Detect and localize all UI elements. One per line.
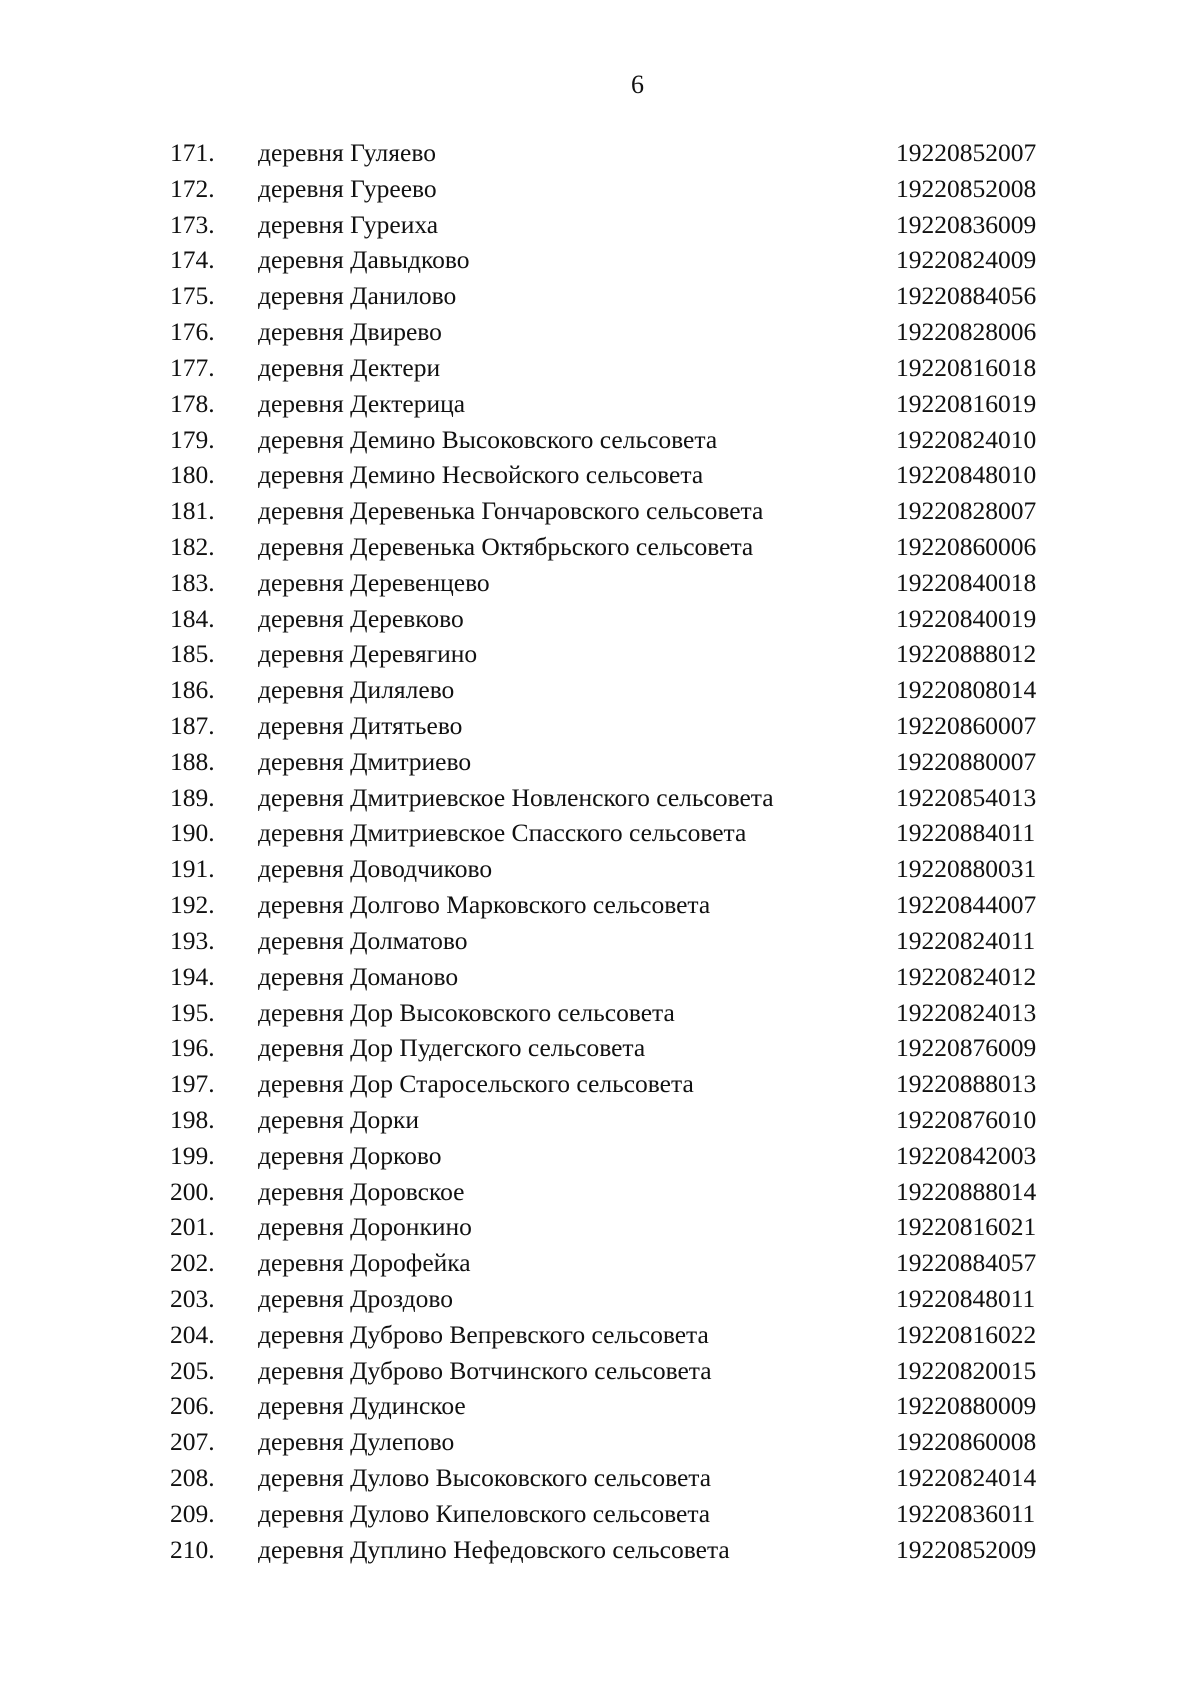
settlement-name: деревня Дуброво Вотчинского сельсовета [258,1355,712,1385]
row-number: 210. [170,1534,215,1564]
list-item [0,709,1200,745]
oktmo-code: 19220860008 [896,1427,1037,1457]
settlement-name: деревня Деревково [258,603,464,633]
row-number: 176. [170,317,215,347]
list-item [0,781,1200,817]
row-number: 208. [170,1463,215,1493]
list-item [0,530,1200,566]
settlement-name: деревня Доронкино [258,1212,472,1242]
oktmo-code: 19220824010 [896,424,1037,454]
list-item [0,1533,1200,1569]
settlement-name: деревня Дмитриевское Новленского сельсовета [258,782,774,812]
list-item [0,208,1200,244]
row-number: 197. [170,1069,215,1099]
row-number: 188. [170,746,215,776]
list-item [0,387,1200,423]
list-item [0,494,1200,530]
row-number: 202. [170,1248,215,1278]
settlement-name: деревня Гуляево [258,138,436,167]
oktmo-code: 19220820015 [896,1355,1037,1385]
settlement-name: деревня Доманово [258,961,459,991]
oktmo-code: 19220888014 [896,1176,1037,1206]
row-number: 181. [170,496,215,526]
settlement-name: деревня Дектери [258,352,441,382]
settlement-name: деревня Данилово [258,281,457,311]
list-item [0,566,1200,602]
list-item [0,1246,1200,1282]
row-number: 196. [170,1033,215,1063]
row-number: 185. [170,639,215,669]
settlement-name: деревня Дитятьево [258,711,463,740]
oktmo-code: 19220824014 [896,1463,1037,1493]
oktmo-code: 19220852009 [896,1534,1037,1564]
oktmo-code: 19220884057 [896,1248,1037,1278]
list-item [0,1175,1200,1211]
settlement-name: деревня Деревягино [258,639,478,669]
settlement-name: деревня Двирево [258,317,442,347]
settlement-name: деревня Доводчиково [258,854,493,884]
oktmo-code: 19220824012 [896,961,1037,991]
row-number: 177. [170,352,215,382]
list-item [0,637,1200,673]
settlement-name: деревня Деревенька Октябрьского сельсовета [258,531,754,561]
oktmo-code: 19220816021 [896,1212,1037,1242]
oktmo-code: 19220860007 [896,711,1037,740]
settlement-name: деревня Дектерица [258,388,466,418]
list-item [0,243,1200,279]
list-item [0,673,1200,709]
oktmo-code: 19220888012 [896,639,1037,669]
oktmo-code: 19220816019 [896,388,1037,418]
row-number: 198. [170,1104,215,1134]
list-item [0,1461,1200,1497]
oktmo-code: 19220828006 [896,317,1037,347]
row-number: 171. [170,138,215,167]
list-item [0,172,1200,208]
oktmo-code: 19220852007 [896,138,1037,167]
list-item [0,996,1200,1032]
oktmo-code: 19220854013 [896,782,1037,812]
settlement-name: деревня Дмитриево [258,746,472,776]
settlement-name: деревня Дорофейка [258,1248,471,1278]
list-item [0,423,1200,459]
oktmo-code: 19220840018 [896,567,1037,597]
oktmo-code: 19220876009 [896,1033,1037,1063]
row-number: 191. [170,854,215,884]
settlement-name: деревня Демино Высоковского сельсовета [258,424,718,454]
row-number: 200. [170,1176,215,1206]
list-item [0,136,1200,172]
row-number: 187. [170,711,215,740]
settlement-name: деревня Дор Пудегского сельсовета [258,1033,646,1063]
row-number: 201. [170,1212,215,1242]
settlement-name: деревня Дор Старосельского сельсовета [258,1069,694,1099]
list-item [0,924,1200,960]
oktmo-code: 19220844007 [896,890,1037,920]
row-number: 175. [170,281,215,311]
list-item [0,351,1200,387]
settlement-name: деревня Дор Высоковского сельсовета [258,997,675,1027]
page-number: 6 [631,70,644,99]
oktmo-code: 19220848011 [896,1284,1036,1313]
row-number: 183. [170,567,215,597]
list-item [0,1282,1200,1318]
list-item [0,888,1200,924]
settlement-name: деревня Демино Несвойского сельсовета [258,460,704,490]
settlement-name: деревня Дуплино Нефедовского сельсовета [258,1534,730,1564]
row-number: 206. [170,1391,215,1421]
row-number: 180. [170,460,215,490]
oktmo-code: 19220848010 [896,460,1037,490]
list-item [0,1031,1200,1067]
oktmo-code: 19220888013 [896,1069,1037,1099]
settlement-name: деревня Давыдково [258,245,470,275]
row-number: 179. [170,424,215,454]
oktmo-code: 19220840019 [896,603,1037,633]
list-item [0,602,1200,638]
settlement-name: деревня Деревенцево [258,567,490,597]
row-number: 199. [170,1140,215,1170]
row-number: 205. [170,1355,215,1385]
row-number: 182. [170,531,215,561]
oktmo-code: 19220828007 [896,496,1037,526]
settlement-name: деревня Дулово Высоковского сельсовета [258,1463,712,1493]
list-item [0,458,1200,494]
row-number: 204. [170,1319,215,1349]
list-item [0,279,1200,315]
row-number: 178. [170,388,215,418]
settlement-name: деревня Долматово [258,925,468,955]
list-item [0,1354,1200,1390]
oktmo-code: 19220884056 [896,281,1037,311]
list-item [0,315,1200,351]
oktmo-code: 19220876010 [896,1104,1037,1134]
row-number: 203. [170,1284,215,1313]
oktmo-code: 19220816018 [896,352,1037,382]
row-number: 189. [170,782,215,812]
list-item [0,1318,1200,1354]
list-item [0,1139,1200,1175]
settlement-name: деревня Гуреево [258,173,437,203]
list-item [0,1067,1200,1103]
oktmo-code: 19220824009 [896,245,1037,275]
oktmo-code: 19220836011 [896,1498,1036,1528]
settlement-list [0,136,1200,1569]
list-item [0,960,1200,996]
list-item [0,1103,1200,1139]
settlement-name: деревня Дуброво Вепревского сельсовета [258,1319,709,1349]
oktmo-code: 19220852008 [896,173,1037,203]
settlement-name: деревня Дорково [258,1140,442,1170]
settlement-name: деревня Дудинское [258,1391,466,1421]
row-number: 207. [170,1427,215,1457]
oktmo-code: 19220860006 [896,531,1037,561]
oktmo-code: 19220842003 [896,1140,1037,1170]
oktmo-code: 19220836009 [896,209,1037,239]
row-number: 186. [170,675,215,705]
row-number: 194. [170,961,215,991]
settlement-name: деревня Дроздово [258,1284,453,1313]
oktmo-code: 19220884011 [896,818,1036,848]
row-number: 173. [170,209,215,239]
list-item [0,1497,1200,1533]
settlement-name: деревня Гуреиха [258,209,439,239]
settlement-name: деревня Дулово Кипеловского сельсовета [258,1498,711,1528]
row-number: 184. [170,603,215,633]
list-item [0,1389,1200,1425]
settlement-name: деревня Дулепово [258,1427,455,1457]
settlement-name: деревня Дмитриевское Спасского сельсовета [258,818,747,848]
settlement-name: деревня Деревенька Гончаровского сельсовета [258,496,764,526]
row-number: 190. [170,818,215,848]
list-item [0,1210,1200,1246]
settlement-name: деревня Долгово Марковского сельсовета [258,890,711,920]
row-number: 209. [170,1498,215,1528]
settlement-name: деревня Доровское [258,1176,465,1206]
oktmo-code: 19220824011 [896,925,1036,955]
row-number: 195. [170,997,215,1027]
row-number: 193. [170,925,215,955]
list-item [0,816,1200,852]
oktmo-code: 19220880009 [896,1391,1037,1421]
settlement-name: деревня Дилялево [258,675,455,705]
list-item [0,745,1200,781]
list-item [0,852,1200,888]
oktmo-code: 19220816022 [896,1319,1037,1349]
settlement-name: деревня Дорки [258,1104,420,1134]
row-number: 172. [170,173,215,203]
row-number: 174. [170,245,215,275]
oktmo-code: 19220824013 [896,997,1037,1027]
row-number: 192. [170,890,215,920]
oktmo-code: 19220808014 [896,675,1037,705]
oktmo-code: 19220880031 [896,854,1037,884]
list-item [0,1425,1200,1461]
oktmo-code: 19220880007 [896,746,1037,776]
